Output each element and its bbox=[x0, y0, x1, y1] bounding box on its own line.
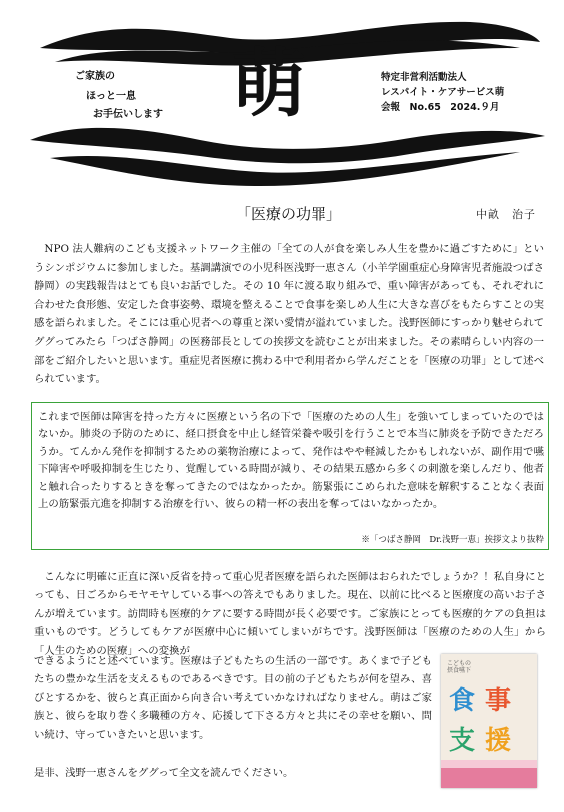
book-char-2: 事 bbox=[485, 686, 512, 716]
book-char-3: 支 bbox=[449, 726, 476, 756]
masthead-kanji: 萌 bbox=[232, 41, 306, 127]
book-band-light bbox=[441, 760, 537, 768]
quote-box bbox=[31, 402, 549, 550]
issue-info: 会報 No.65 2024.９月 bbox=[381, 102, 500, 113]
tagline-line-2: ほっと一息 bbox=[86, 91, 136, 102]
article-title: 「医療の功罪」 bbox=[236, 205, 342, 223]
book-cover-image bbox=[441, 654, 537, 788]
organization-type: 特定非営利活動法人 bbox=[381, 72, 467, 83]
book-subtitle: こどもの 摂食嚥下 bbox=[447, 660, 472, 674]
quote-source: ※「つばさ静岡 Dr.浅野一恵」挨拶文より抜粋 bbox=[361, 535, 544, 545]
article-paragraph-4: 是非、浅野一恵さんをググって全文を読んでください。 bbox=[34, 767, 294, 779]
organization-name: レスパイト・ケアサービス萌 bbox=[381, 87, 505, 98]
book-char-4: 援 bbox=[485, 726, 512, 756]
tagline-line-3: お手伝いします bbox=[93, 109, 163, 120]
article-paragraph-2: こんなに明確に正直に深い反省を持って重心児者医療を語られた医師はおられたでしょうか？！私自身にとっても、日ごろからモヤモヤしている事への答えでもありました。現在、以前に比べると医療度の高いお子さんが増えています。訪問時も医療的ケアに要する時間が長く必要です。ご家族にとっても医療的ケアの負担は重いものです。どうしてもケアが医療中心に傾いてしまいがちです。浅野医師は「医療のための人生」から「人生のための医療」への変換が bbox=[34, 571, 546, 657]
article-paragraph-3: できるようにと述べています。医療は子どもたちの生活の一部です。あくまで子どもたちの豊かな生活を支えるものであるべきです。目の前の子どもたちが何を望み、喜びとするかを、彼らと真正面から向き合い考えていかなければなりません。萌はご家族と、彼らを取り巻く多職種の方々、応援して下さる方々と共にその幸せを願い、問い続け、守っていきたいと思います。 bbox=[34, 655, 432, 741]
tagline-line-1: ご家族の bbox=[75, 71, 115, 82]
book-band bbox=[441, 768, 537, 788]
article-author: 中畝 治子 bbox=[476, 208, 536, 221]
book-char-1: 食 bbox=[449, 686, 476, 716]
article-paragraph-1: NPO 法人難病のこども支援ネットワーク主催の「全ての人が食を楽しみ人生を豊かに過ごすために」というシンポジウムに参加しました。基調講演での小児科医浅野一恵さん（小羊学園重症心身障害児者施設つばさ静岡）の実践報告はとても良いお話でした。その 10 年に渡る取り組みで、重い障害があっても、それぞれに合わせた食形態、安定した食事姿勢、環境を整えることで食事を楽しめ人生に大きな喜びをもたらすことの実感を語られました。そこには重心児者への尊重と深い愛情が溢れていました。浅野医師にすっかり魅せられてググってみたら「つばさ静岡」の医務部長としての挨拶文を読むことが出来ました。その素晴らしい内容の一部をご紹介したいと思います。重症児者医療に携わる中で利用者から学んだことを「医療の功罪」として述べられています。 bbox=[34, 243, 544, 386]
quote-text: これまで医師は障害を持った方々に医療という名の下で「医療のための人生」を強いてしまっていたのではないか。肺炎の予防のために、経口摂食を中止し経管栄養や吸引を行うことで本当に肺炎を予防できただろうか。てんかん発作を抑制するための薬物治療によって、発作はやや軽減したかもしれないが、副作用で嚥下障害や呼吸抑制を生じたり、覚醒している時間が減り、その結果五感から多くの刺激を楽しんだり、他者と触れ合ったりするときを奪ってきたのではなかったか。筋緊張にこめられた意味を解釈することなく表面上の筋緊張亢進を抑制する治療を行い、彼らの精一杯の表出を奪ってはいなかったか。 bbox=[38, 411, 544, 511]
newsletter-header bbox=[0, 0, 564, 190]
